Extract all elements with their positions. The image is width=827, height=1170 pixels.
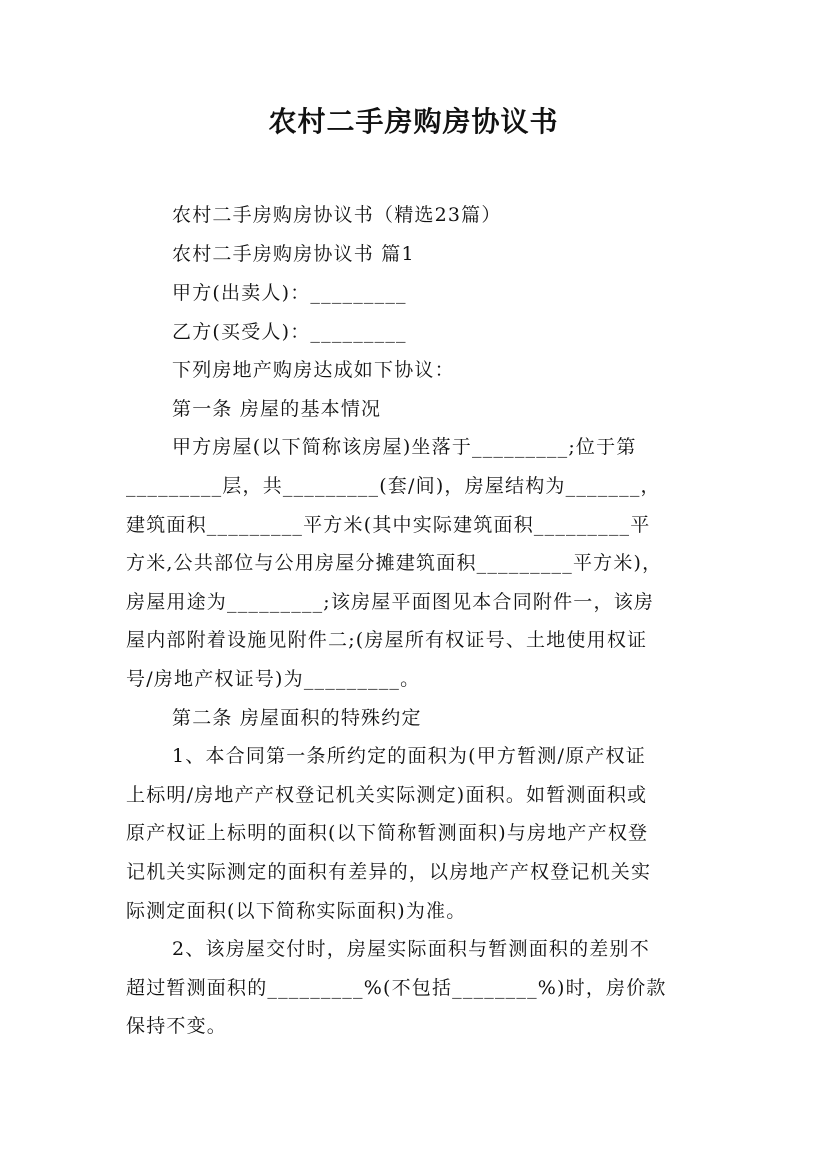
text-line: 1、本合同第一条所约定的面积为(甲方暂测/原产权证 — [172, 745, 646, 767]
text-line: 建筑面积_________平方米(其中实际建筑面积_________平 — [126, 514, 651, 536]
text-line: 方米,公共部位与公用房屋分摊建筑面积_________平方米)， — [126, 552, 663, 574]
document-title: 农村二手房购房协议书 — [268, 105, 559, 138]
section-heading: 第二条 房屋面积的特殊约定 — [172, 707, 422, 729]
text-line: 际测定面积(以下简称实际面积)为准。 — [126, 900, 467, 922]
text-line: 保持不变。 — [126, 1015, 228, 1037]
text-line: 超过暂测面积的_________%(不包括________%)时，房价款 — [126, 977, 667, 999]
text-line: 2、该房屋交付时，房屋实际面积与暂测面积的差别不 — [172, 938, 650, 960]
text-line: _________层，共_________(套/间)，房屋结构为_______， — [126, 475, 661, 497]
text-line: 乙方(买受人)：_________ — [172, 321, 407, 343]
text-line: 原产权证上标明的面积(以下简称暂测面积)与房地产产权登 — [126, 822, 649, 844]
text-line: 号/房地产权证号)为_________。 — [126, 668, 421, 690]
text-line: 房屋用途为_________;该房屋平面图见本合同附件一，该房 — [126, 591, 655, 613]
text-line: 农村二手房购房协议书（精选23篇） — [172, 204, 502, 226]
text-line: 甲方(出卖人)：_________ — [172, 282, 407, 304]
text-line: 下列房地产购房达成如下协议： — [172, 359, 455, 381]
text-line: 记机关实际测定的面积有差异的，以房地产产权登记机关实 — [126, 861, 652, 883]
text-line: 农村二手房购房协议书 篇1 — [172, 243, 415, 265]
text-line: 上标明/房地产产权登记机关实际测定)面积。如暂测面积或 — [126, 784, 648, 806]
text-line: 屋内部附着设施见附件二;(房屋所有权证号、土地使用权证 — [126, 629, 648, 651]
text-line: 甲方房屋(以下简称该房屋)坐落于_________;位于第 — [172, 436, 637, 458]
section-heading: 第一条 房屋的基本情况 — [172, 398, 382, 420]
